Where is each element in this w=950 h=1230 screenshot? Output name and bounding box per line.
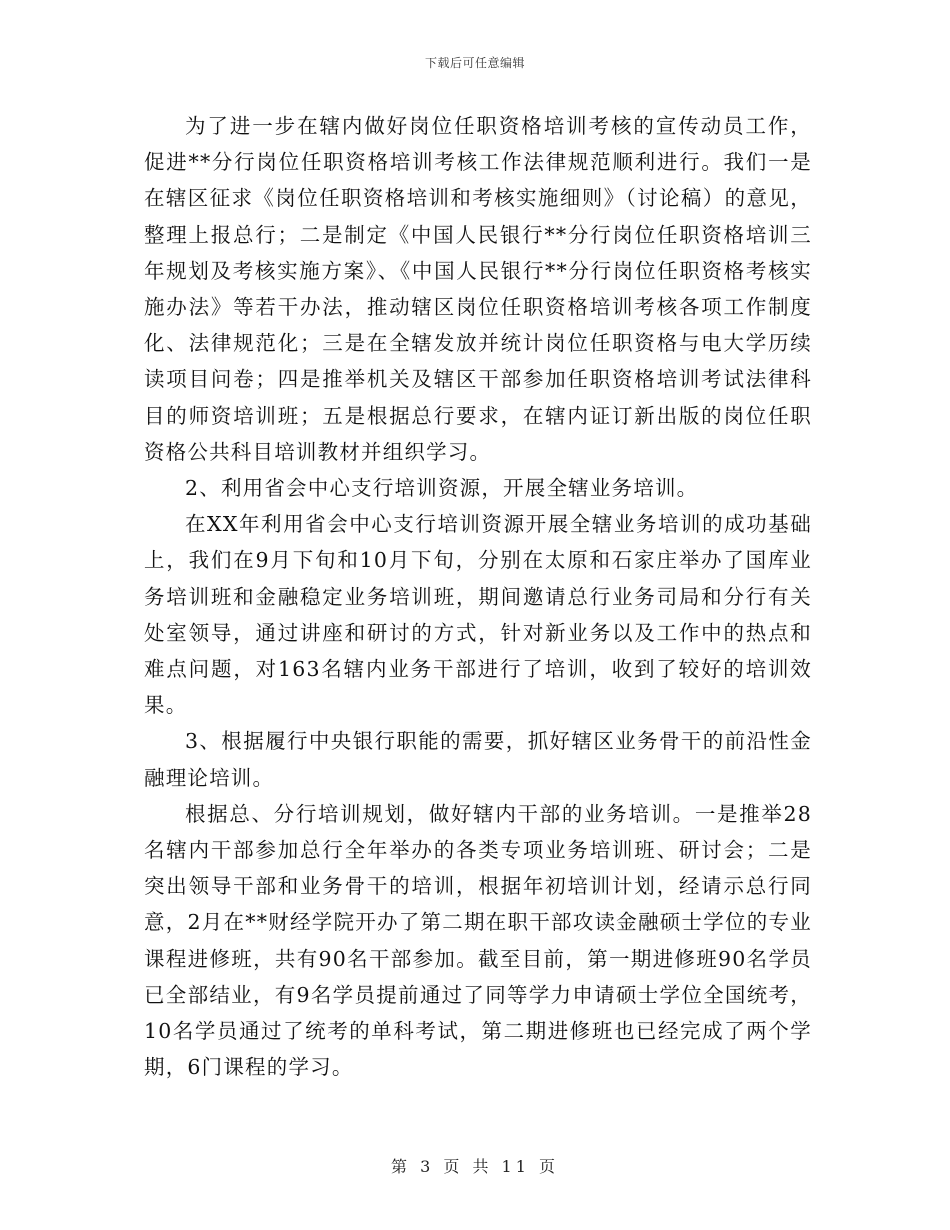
page-header: 下载后可任意编辑 [424, 56, 525, 70]
paragraph-backbone-training: 根据总、分行培训规划，做好辖内干部的业务培训。一是推举28名辖内干部参加总行全年举办的各类专项业务培训班、研讨会；二是突出领导干部和业务骨干的培训，根据年初培训计划，经请示总行同意，2月在**财经学院开办了第二期在职干部攻读金融硕士学位的专业课程进修班，共有90名干部参加。截至目前，第一期进修班90名学员已全部结业，有9名学员提前通过了同等学力申请硕士学位全国统考，10名学员通过了统考的单科考试，第二期进修班也已经完成了两个学期，6门课程的学习。 [144, 801, 812, 1080]
section-heading-3: 3、根据履行中央银行职能的需要，抓好辖区业务骨干的前沿性金融理论培训。 [144, 729, 812, 790]
section-heading-2: 2、利用省会中心支行培训资源，开展全辖业务培训。 [185, 476, 699, 501]
paragraph-promotion-work: 为了进一步在辖内做好岗位任职资格培训考核的宣传动员工作，促进**分行岗位任职资格培训考核工作法律规范顺利进行。我们一是在辖区征求《岗位任职资格培训和考核实施细则》（讨论稿）的意见，整理上报总行；二是制定《中国人民银行**分行岗位任职资格培训三年规划及考核实施方案》、《中国人民银行**分行岗位任职资格考核实施办法》等若干办法，推动辖区岗位任职资格培训考核各项工作制度化、法律规范化；三是在全辖发放并统计岗位任职资格与电大学历续读项目问卷；四是推举机关及辖区干部参加任职资格培训考试法律科目的师资培训班；五是根据总行要求，在辖内证订新出版的岗位任职资格公共科目培训教材并组织学习。 [144, 114, 812, 464]
document-body [144, 108, 812, 1085]
page-number-footer: 第 3 页 共 11 页 [391, 1157, 559, 1176]
paragraph-business-training: 在XX年利用省会中心支行培训资源开展全辖业务培训的成功基础上，我们在9月下旬和10月下旬，分别在太原和石家庄举办了国库业务培训班和金融稳定业务培训班，期间邀请总行业务司局和分行有关处室领导，通过讲座和研讨的方式，针对新业务以及工作中的热点和难点问题，对163名辖内业务干部进行了培训，收到了较好的培训效果。 [144, 512, 812, 718]
